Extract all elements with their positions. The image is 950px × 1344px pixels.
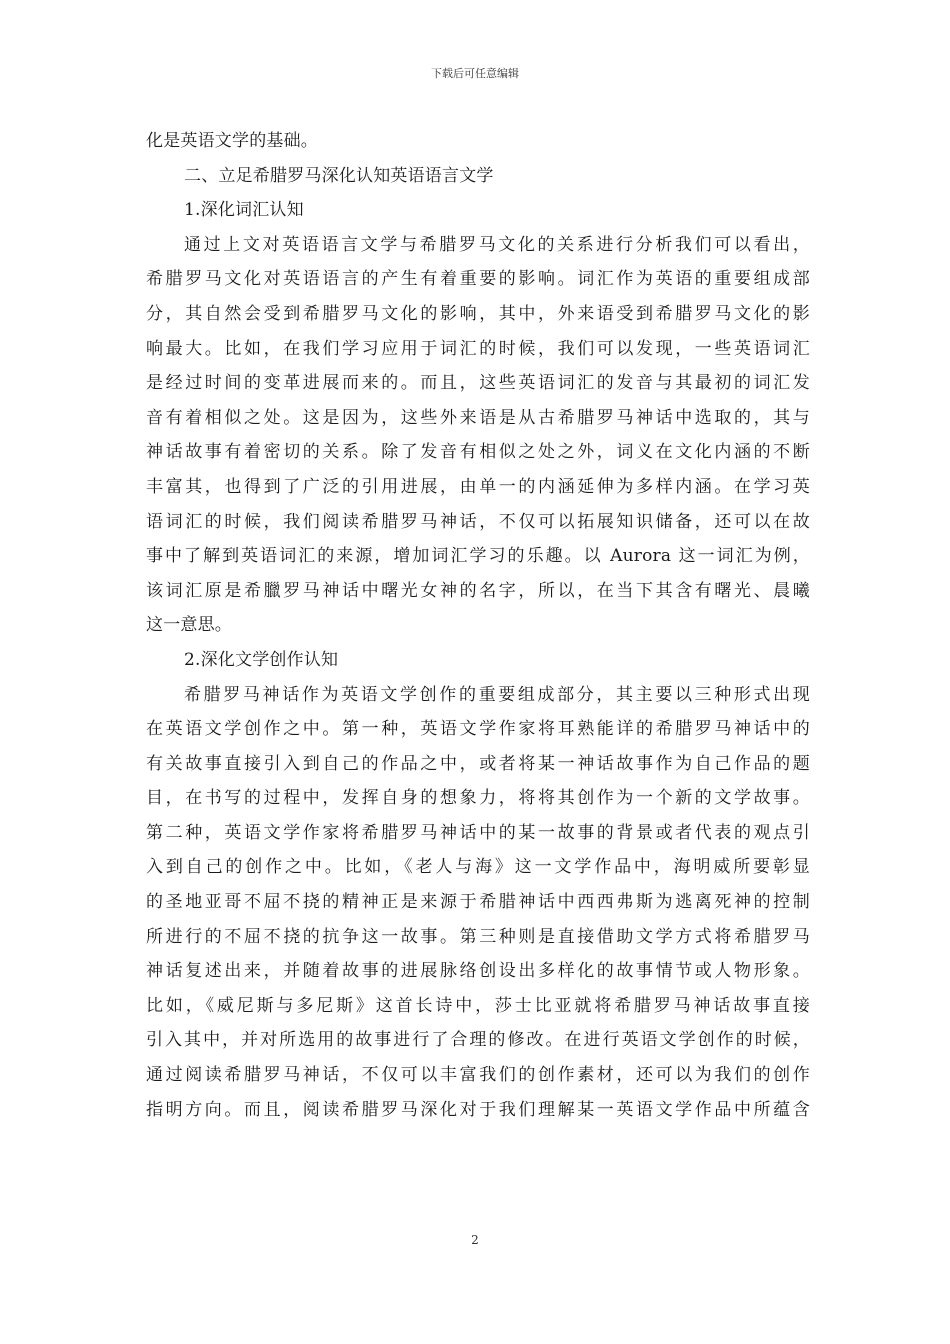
section-heading: 二、立足希腊罗马深化认知英语语言文学 bbox=[184, 165, 494, 186]
paragraph-line: 目，在书写的过程中，发挥自身的想象力，将将其创作为一个新的文学故事。 bbox=[146, 788, 810, 809]
paragraph-line: 在英语文学创作之中。第一种，英语文学作家将耳熟能详的希腊罗马神话中的 bbox=[146, 719, 810, 740]
paragraph-line: 化是英语文学的基础。 bbox=[146, 131, 318, 151]
paragraph-line: 这一意思。 bbox=[146, 615, 232, 636]
paragraph-line: 响最大。比如，在我们学习应用于词汇的时候，我们可以发现，一些英语词汇 bbox=[146, 338, 810, 359]
paragraph-line: 所进行的不屈不挠的抗争这一故事。第三种则是直接借助文学方式将希腊罗马 bbox=[146, 926, 810, 947]
subsection-heading: 1.深化词汇认知 bbox=[184, 200, 304, 221]
paragraph-line: 语词汇的时候，我们阅读希腊罗马神话，不仅可以拓展知识储备，还可以在故 bbox=[146, 511, 810, 532]
paragraph-line: 神话复述出来，并随着故事的进展脉络创设出多样化的故事情节或人物形象。 bbox=[146, 961, 810, 982]
paragraph-line: 丰富其，也得到了广泛的引用进展，由单一的内涵延伸为多样内涵。在学习英 bbox=[146, 476, 810, 497]
paragraph-line: 分，其自然会受到希腊罗马文化的影响，其中，外来语受到希腊罗马文化的影 bbox=[146, 303, 810, 324]
paragraph-line: 的圣地亚哥不屈不挠的精神正是来源于希腊神话中西西弗斯为逃离死神的控制 bbox=[146, 892, 810, 913]
page-number: 2 bbox=[471, 1233, 479, 1247]
paragraph-line: 希腊罗马神话作为英语文学创作的重要组成部分，其主要以三种形式出现 bbox=[184, 684, 810, 705]
subsection-heading: 2.深化文学创作认知 bbox=[184, 649, 339, 670]
paragraph-line: 通过上文对英语语言文学与希腊罗马文化的关系进行分析我们可以看出， bbox=[184, 234, 810, 255]
paragraph-line: 神话故事有着密切的关系。除了发音有相似之处之外，词义在文化内涵的不断 bbox=[146, 442, 810, 463]
paragraph-line: 通过阅读希腊罗马神话，不仅可以丰富我们的创作素材，还可以为我们的创作 bbox=[146, 1065, 810, 1086]
page-header: 下载后可任意编辑 bbox=[431, 67, 519, 80]
paragraph-line: 有关故事直接引入到自己的作品之中，或者将某一神话故事作为自己作品的题 bbox=[146, 753, 810, 774]
paragraph-line: 比如，《威尼斯与多尼斯》这首长诗中，莎士比亚就将希腊罗马神话故事直接 bbox=[146, 995, 810, 1016]
paragraph-line: 该词汇原是希臘罗马神话中曙光女神的名字，所以，在当下其含有曙光、晨曦 bbox=[146, 580, 810, 601]
paragraph-line: 希腊罗马文化对英语语言的产生有着重要的影响。词汇作为英语的重要组成部 bbox=[146, 269, 810, 290]
paragraph-line: 音有着相似之处。这是因为，这些外来语是从古希腊罗马神话中选取的，其与 bbox=[146, 407, 810, 428]
paragraph-line: 是经过时间的变革进展而来的。而且，这些英语词汇的发音与其最初的词汇发 bbox=[146, 373, 810, 394]
paragraph-line: 入到自己的创作之中。比如，《老人与海》这一文学作品中，海明威所要彰显 bbox=[146, 857, 810, 878]
paragraph-line: 第二种，英语文学作家将希腊罗马神话中的某一故事的背景或者代表的观点引 bbox=[146, 822, 810, 843]
paragraph-line: 事中了解到英语词汇的来源，增加词汇学习的乐趣。以 Aurora 这一词汇为例， bbox=[146, 546, 810, 567]
document-body bbox=[146, 124, 810, 1127]
paragraph-line: 引入其中，并对所选用的故事进行了合理的修改。在进行英语文学创作的时候， bbox=[146, 1030, 810, 1051]
paragraph-line: 指明方向。而且，阅读希腊罗马深化对于我们理解某一英语文学作品中所蕴含 bbox=[146, 1099, 810, 1120]
